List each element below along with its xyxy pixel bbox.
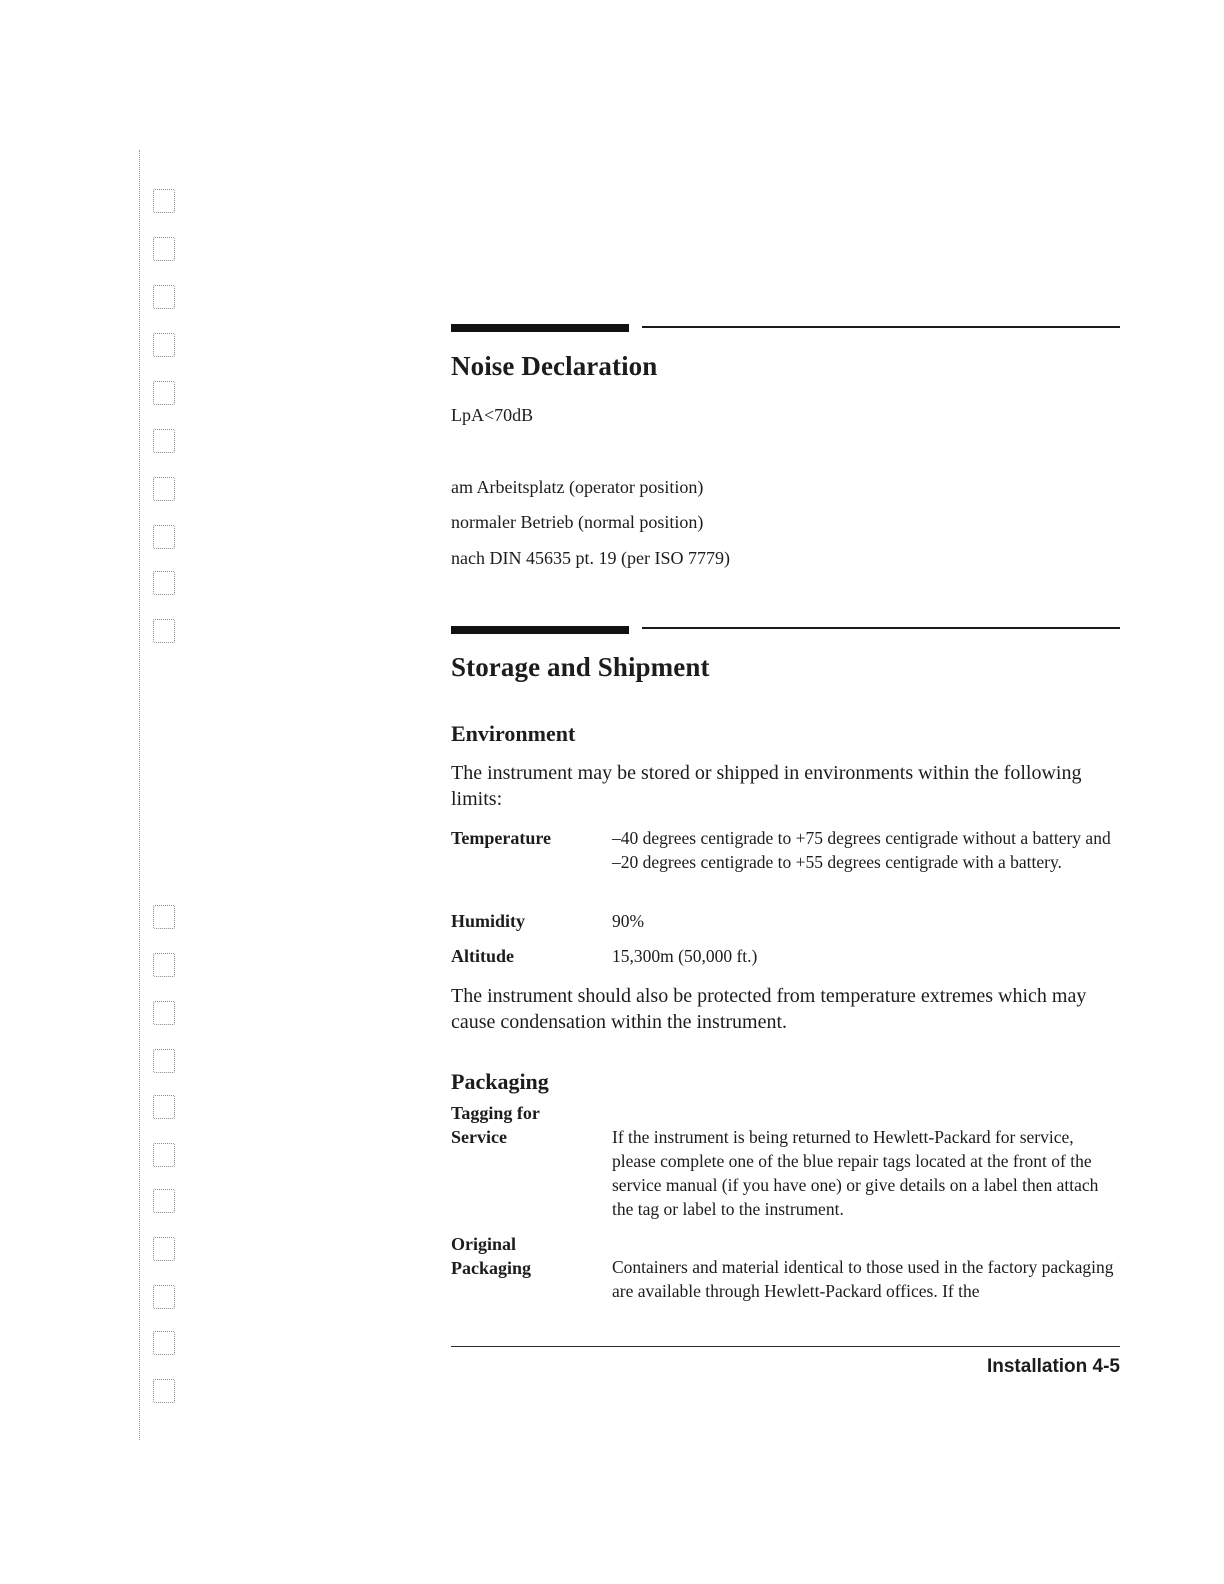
binder-hole	[153, 1237, 175, 1261]
binder-hole	[153, 237, 175, 261]
footer-rule	[451, 1346, 1120, 1347]
packaging-value-original: Containers and material identical to those used in the factory packaging are available through Hewlett-Packard offices. If the	[612, 1257, 1114, 1301]
binder-hole	[153, 333, 175, 357]
binder-edge-line	[139, 150, 140, 1440]
noise-condition-line: normaler Betrieb (normal position)	[451, 512, 704, 532]
binder-hole	[153, 285, 175, 309]
noise-condition-line: nach DIN 45635 pt. 19 (per ISO 7779)	[451, 548, 730, 568]
binder-hole	[153, 381, 175, 405]
noise-level-text: LpA<70dB	[451, 405, 534, 425]
section-rule-thick	[451, 324, 629, 332]
page-footer-label: Installation 4-5	[986, 1356, 1120, 1377]
storage-shipment-heading: Storage and Shipment	[451, 652, 710, 682]
binder-hole	[153, 1001, 175, 1025]
binder-hole	[153, 1189, 175, 1213]
binder-hole	[153, 1143, 175, 1167]
spec-term-altitude: Altitude	[451, 946, 514, 966]
binder-hole	[153, 1331, 175, 1355]
binder-hole	[153, 525, 175, 549]
binder-hole	[153, 1379, 175, 1403]
section-rule-thin	[642, 326, 1120, 328]
binder-hole	[153, 953, 175, 977]
noise-condition-line: am Arbeitsplatz (operator position)	[451, 477, 704, 497]
packaging-heading: Packaging	[451, 1069, 549, 1094]
binder-hole	[153, 1049, 175, 1073]
spec-value-temperature: –40 degrees centigrade to +75 degrees centigrade without a battery and –20 degrees centigrade to +55 degrees centigrade with a battery.	[612, 828, 1111, 872]
packaging-value-tagging: If the instrument is being returned to Hewlett-Packard for service, please complete one of the blue repair tags located at the front of the service manual (if you have one) or give details on a label then attach the tag or label to the instrument.	[612, 1127, 1099, 1219]
binder-hole	[153, 477, 175, 501]
environment-heading: Environment	[451, 721, 576, 746]
binder-hole	[153, 1285, 175, 1309]
spec-value-humidity: 90%	[612, 911, 645, 931]
noise-declaration-heading: Noise Declaration	[451, 351, 658, 381]
binder-hole	[153, 905, 175, 929]
section-rule-thick	[451, 626, 629, 634]
spec-term-humidity: Humidity	[451, 911, 526, 931]
binder-hole	[153, 619, 175, 643]
packaging-term-tagging: Tagging for Service	[451, 1103, 540, 1147]
binder-hole	[153, 189, 175, 213]
spec-term-temperature: Temperature	[451, 828, 551, 848]
environment-note: The instrument should also be protected from temperature extremes which may cause condensation within the instrument.	[451, 985, 1087, 1033]
environment-intro: The instrument may be stored or shipped in environments within the following limits:	[451, 762, 1082, 810]
spec-value-altitude: 15,300m (50,000 ft.)	[612, 946, 758, 966]
packaging-term-original: Original Packaging	[451, 1234, 532, 1278]
binder-hole	[153, 429, 175, 453]
section-rule-thin	[642, 627, 1120, 629]
binder-hole	[153, 1095, 175, 1119]
binder-hole	[153, 571, 175, 595]
